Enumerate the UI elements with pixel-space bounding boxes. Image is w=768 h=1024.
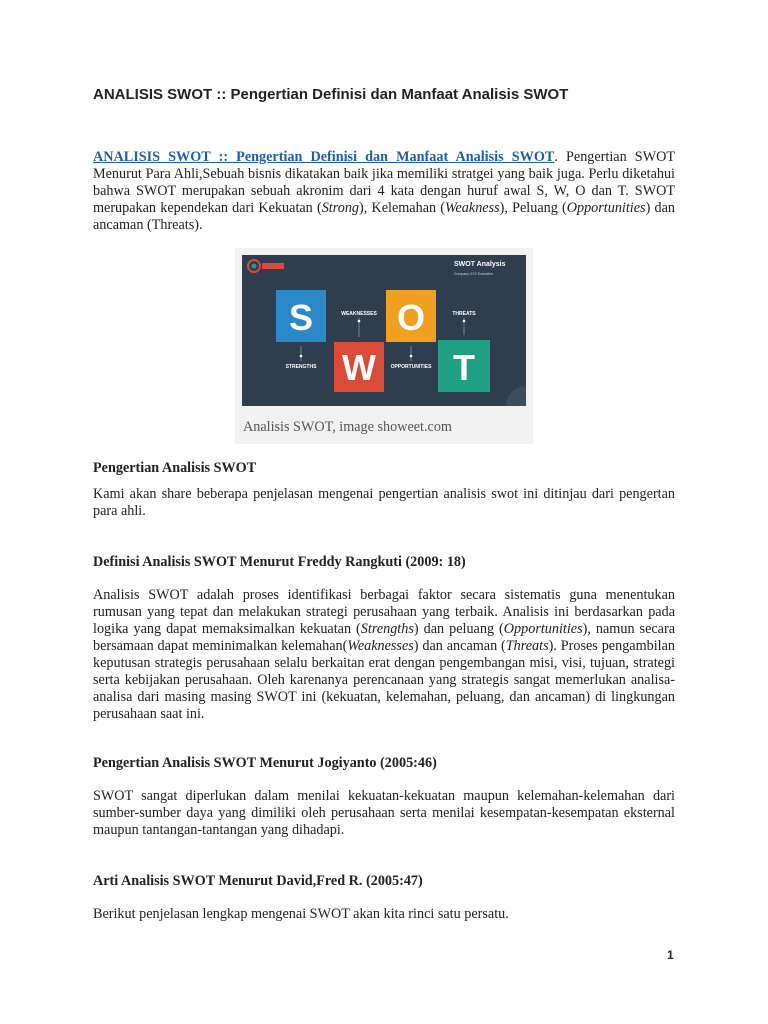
svg-text:S: S	[288, 297, 314, 338]
image-title: SWOT Analysis	[454, 261, 506, 268]
section-heading-david: Arti Analisis SWOT Menurut David,Fred R. (2005:47)	[93, 873, 423, 889]
intro-paragraph: ANALISIS SWOT :: Pengertian Definisi dan Manfaat Analisis SWOT. Pengertian SWOT Menurut Para Ahli,Sebuah bisnis dikatakan baik jika memiliki stratgei yang baik juga. Perlu diketahui bahwa SWOT merupakan sebuah akronim dari 4 kata dengan huruf awal S, W, O dan T. SWOT merupakan kependekan dari Kekuatan (Strong), Kelemahan (Weakness), Peluang (Opportunities) dan ancaman (Threats).	[93, 149, 676, 233]
section-heading-rangkuti: Definisi Analisis SWOT Menurut Freddy Rangkuti (2009: 18)	[93, 554, 466, 570]
swot-image	[242, 255, 526, 406]
section-body-jogiyanto: SWOT sangat diperlukan dalam menilai kekuatan-kekuatan maupun kelemahan-kelemahan dari sumber-sumber daya yang dimiliki oleh perusahaan serta menilai kesempatan-kesempatan eksternal maupun tantangan-tantangan yang dihadapi.	[93, 788, 675, 838]
page-title: ANALISIS SWOT :: Pengertian Definisi dan Manfaat Analisis SWOT	[93, 86, 569, 103]
swot-figure	[235, 248, 533, 444]
svg-text:T: T	[453, 347, 475, 388]
svg-text:WEAKNESSES: WEAKNESSES	[341, 311, 377, 317]
svg-text:STRENGTHS: STRENGTHS	[285, 364, 317, 370]
image-subtitle: Company XYZ Executive	[454, 272, 493, 276]
svg-text:OPPORTUNITIES: OPPORTUNITIES	[390, 364, 432, 370]
section-body-pengertian: Kami akan share beberapa penjelasan mengenai pengertian analisis swot ini ditinjau dari pengertan para ahli.	[93, 486, 675, 519]
svg-text:O: O	[396, 297, 426, 338]
section-body-david: Berikut penjelasan lengkap mengenai SWOT akan kita rinci satu persatu.	[93, 906, 509, 922]
section-body-rangkuti: Analisis SWOT adalah proses identifikasi berbagai faktor secara sistematis guna menentukan rumusan yang tepat dan melakukan strategi perusahaan yang terbaik. Analisis ini berdasarkan pada logika yang dapat memaksimalkan kekuatan (Strengths) dan peluang (Opportunities), namun secara bersamaan dapat meminimalkan kelemahan(Weaknesses) dan ancaman (Threats). Proses pengambilan keputusan strategis perusahaan selalu berkaitan erat dengan pengembangan misi, visi, tujuan, strategi serta kebijakan perusahaan. Oleh karenanya perencanaan yang strategis sangat memerlukan analisa-analisa dari masing masing SWOT ini (kekuatan, kelemahan, peluang, dan ancaman) di lingkungan perusahaan saat ini.	[93, 587, 675, 722]
figure-caption: Analisis SWOT, image showeet.com	[243, 419, 452, 435]
page-number: 1	[667, 948, 674, 962]
svg-text:W: W	[342, 347, 376, 388]
section-heading-pengertian: Pengertian Analisis SWOT	[93, 460, 257, 476]
section-heading-jogiyanto: Pengertian Analisis SWOT Menurut Jogiyanto (2005:46)	[93, 755, 437, 771]
title-link[interactable]: ANALISIS SWOT :: Pengertian Definisi dan Manfaat Analisis SWOT	[93, 149, 555, 165]
svg-text:THREATS: THREATS	[452, 311, 476, 317]
